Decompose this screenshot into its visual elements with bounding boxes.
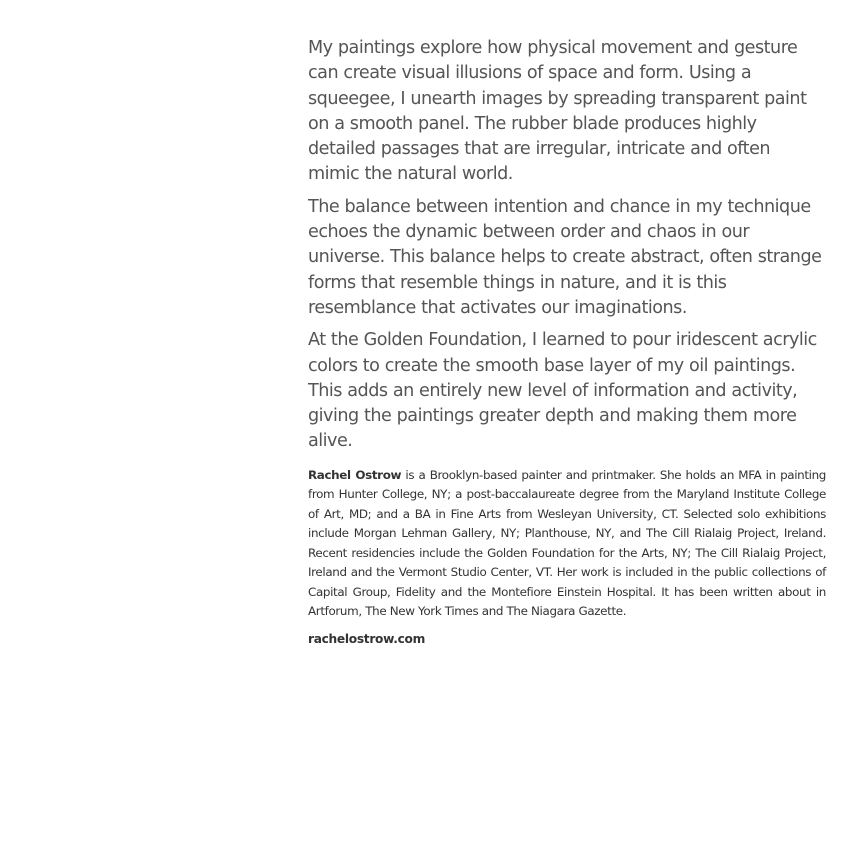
- statement-paragraph-3: At the Golden Foundation, I learned to pour iridescent acrylic colors to create the smooth base layer of my oil paintings. This adds an entirely new level of information and activity, giving the paintings greater depth and making them more alive.: [308, 330, 817, 452]
- artist-bio: [308, 466, 826, 622]
- website-link[interactable]: rachelostrow.com: [308, 631, 426, 646]
- text-column: [308, 36, 826, 646]
- statement-paragraph-2: The balance between intention and chance in my technique echoes the dynamic between order and chaos in our universe. This balance helps to create abstract, often strange forms that resemble things in nature, and it is this resemblance that activates our imaginations.: [308, 196, 822, 318]
- statement-paragraph-1: My paintings explore how physical movement and gesture can create visual illusions of space and form. Using a squeegee, I unearth images by spreading transparent paint on a smooth panel. The rubber blade produces highly detailed passages that are irregular, intricate and often mimic the natural world.: [308, 38, 807, 185]
- artist-name: Rachel Ostrow: [308, 467, 402, 482]
- artist-statement: [308, 36, 826, 455]
- bio-text: is a Brooklyn-based painter and printmaker. She holds an MFA in painting from Hunter College, NY; a post-baccalaureate degree from the Maryland Institute College of Art, MD; and a BA in Fine Arts from Wesleyan University, CT. Selected solo exhibitions include Morgan Lehman Gallery, NY; Planthouse, NY, and The Cill Rialaig Project, Ireland. Recent residencies include the Golden Foundation for the Arts, NY; The Cill Rialaig Project, Ireland and the Vermont Studio Center, VT. Her work is included in the public collections of Capital Group, Fidelity and the Montefiore Einstein Hospital. It has been written about in Artforum, The New York Times and The Niagara Gazette.: [308, 467, 826, 619]
